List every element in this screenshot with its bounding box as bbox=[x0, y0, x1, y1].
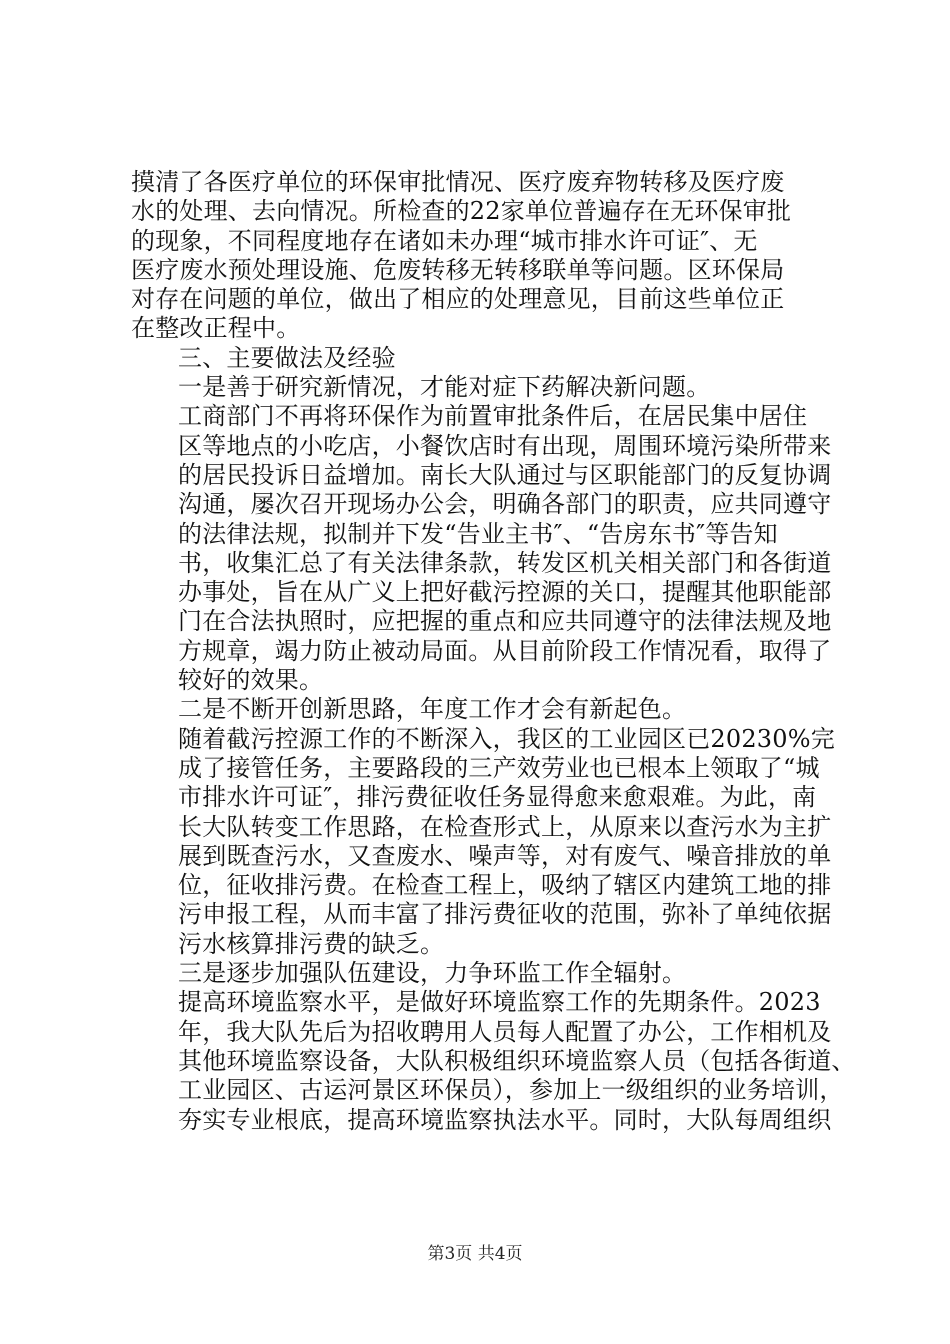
paragraph bbox=[131, 695, 831, 724]
paragraph bbox=[131, 344, 831, 373]
text-line: 方规章，竭力防止被动局面。从目前阶段工作情况看，取得了 bbox=[178, 636, 832, 665]
text-line: 夯实专业根底，提高环境监察执法水平。同时，大队每周组织 bbox=[178, 1105, 832, 1134]
text-line: 污水核算排污费的缺乏。 bbox=[178, 929, 445, 958]
text-line: 随着截污控源工作的不断深入，我区的工业园区已20230%完 bbox=[178, 724, 835, 753]
text-line: 市排水许可证″，排污费征收任务显得愈来愈艰难。为此，南 bbox=[178, 783, 817, 812]
text-line: 成了接管任务，主要路段的三产效劳业也已根本上领取了“城 bbox=[178, 753, 820, 782]
document-body bbox=[131, 168, 856, 1135]
text-line: 其他环境监察设备，大队积极组织环境监察人员（包括各街道、 bbox=[178, 1046, 856, 1075]
paragraph bbox=[131, 373, 831, 402]
paragraph bbox=[131, 988, 856, 1134]
text-line: 医疗废水预处理设施、危废转移无转移联单等问题。区环保局 bbox=[131, 255, 785, 284]
text-line: 的居民投诉日益增加。南长大队通过与区职能部门的反复协调 bbox=[178, 460, 832, 489]
paragraph bbox=[131, 168, 831, 344]
text-line: 一是善于研究新情况，才能对症下药解决新问题。 bbox=[178, 373, 711, 402]
text-line: 较好的效果。 bbox=[178, 666, 324, 695]
text-line: 污申报工程，从而丰富了排污费征收的范围，弥补了单纯依据 bbox=[178, 900, 832, 929]
page-footer: 第3页 共4页 bbox=[427, 1244, 523, 1264]
text-line: 长大队转变工作思路，在检查形式上，从原来以查污水为主扩 bbox=[178, 812, 832, 841]
text-line: 区等地点的小吃店，小餐饮店时有出现，周围环境污染所带来 bbox=[178, 431, 832, 460]
paragraph bbox=[131, 402, 831, 695]
text-line: 三是逐步加强队伍建设，力争环监工作全辐射。 bbox=[178, 959, 687, 988]
text-line: 工商部门不再将环保作为前置审批条件后，在居民集中居住 bbox=[178, 402, 808, 431]
text-line: 在整改正程中。 bbox=[131, 314, 301, 343]
text-line: 的现象，不同程度地存在诸如未办理“城市排水许可证″、无 bbox=[131, 226, 758, 255]
text-line: 水的处理、去向情况。所检查的22家单位普遍存在无环保审批 bbox=[131, 197, 792, 226]
paragraph bbox=[131, 959, 831, 988]
text-line: 门在合法执照时，应把握的重点和应共同遵守的法律法规及地 bbox=[178, 607, 832, 636]
text-line: 展到既查污水，又查废水、噪声等，对有废气、噪音排放的单 bbox=[178, 841, 832, 870]
text-line: 书，收集汇总了有关法律条款，转发区机关相关部门和各街道 bbox=[178, 548, 832, 577]
text-line: 三、主要做法及经验 bbox=[178, 343, 396, 372]
paragraph bbox=[131, 724, 835, 959]
text-line: 的法律法规，拟制并下发“告业主书″、“告房东书″等告知 bbox=[178, 519, 778, 548]
text-line: 年，我大队先后为招收聘用人员每人配置了办公，工作相机及 bbox=[178, 1017, 832, 1046]
text-line: 沟通，屡次召开现场办公会，明确各部门的职责，应共同遵守 bbox=[178, 490, 832, 519]
text-line: 提高环境监察水平，是做好环境监察工作的先期条件。2023 bbox=[178, 988, 821, 1017]
text-line: 二是不断开创新思路，年度工作才会有新起色。 bbox=[178, 695, 687, 724]
text-line: 对存在问题的单位，做出了相应的处理意见，目前这些单位正 bbox=[131, 285, 785, 314]
text-line: 摸清了各医疗单位的环保审批情况、医疗废弃物转移及医疗废 bbox=[131, 168, 785, 196]
text-line: 办事处，旨在从广义上把好截污控源的关口，提醒其他职能部 bbox=[178, 578, 832, 607]
text-line: 工业园区、古运河景区环保员），参加上一级组织的业务培训， bbox=[178, 1076, 844, 1105]
text-line: 位，征收排污费。在检查工程上，吸纳了辖区内建筑工地的排 bbox=[178, 871, 832, 900]
